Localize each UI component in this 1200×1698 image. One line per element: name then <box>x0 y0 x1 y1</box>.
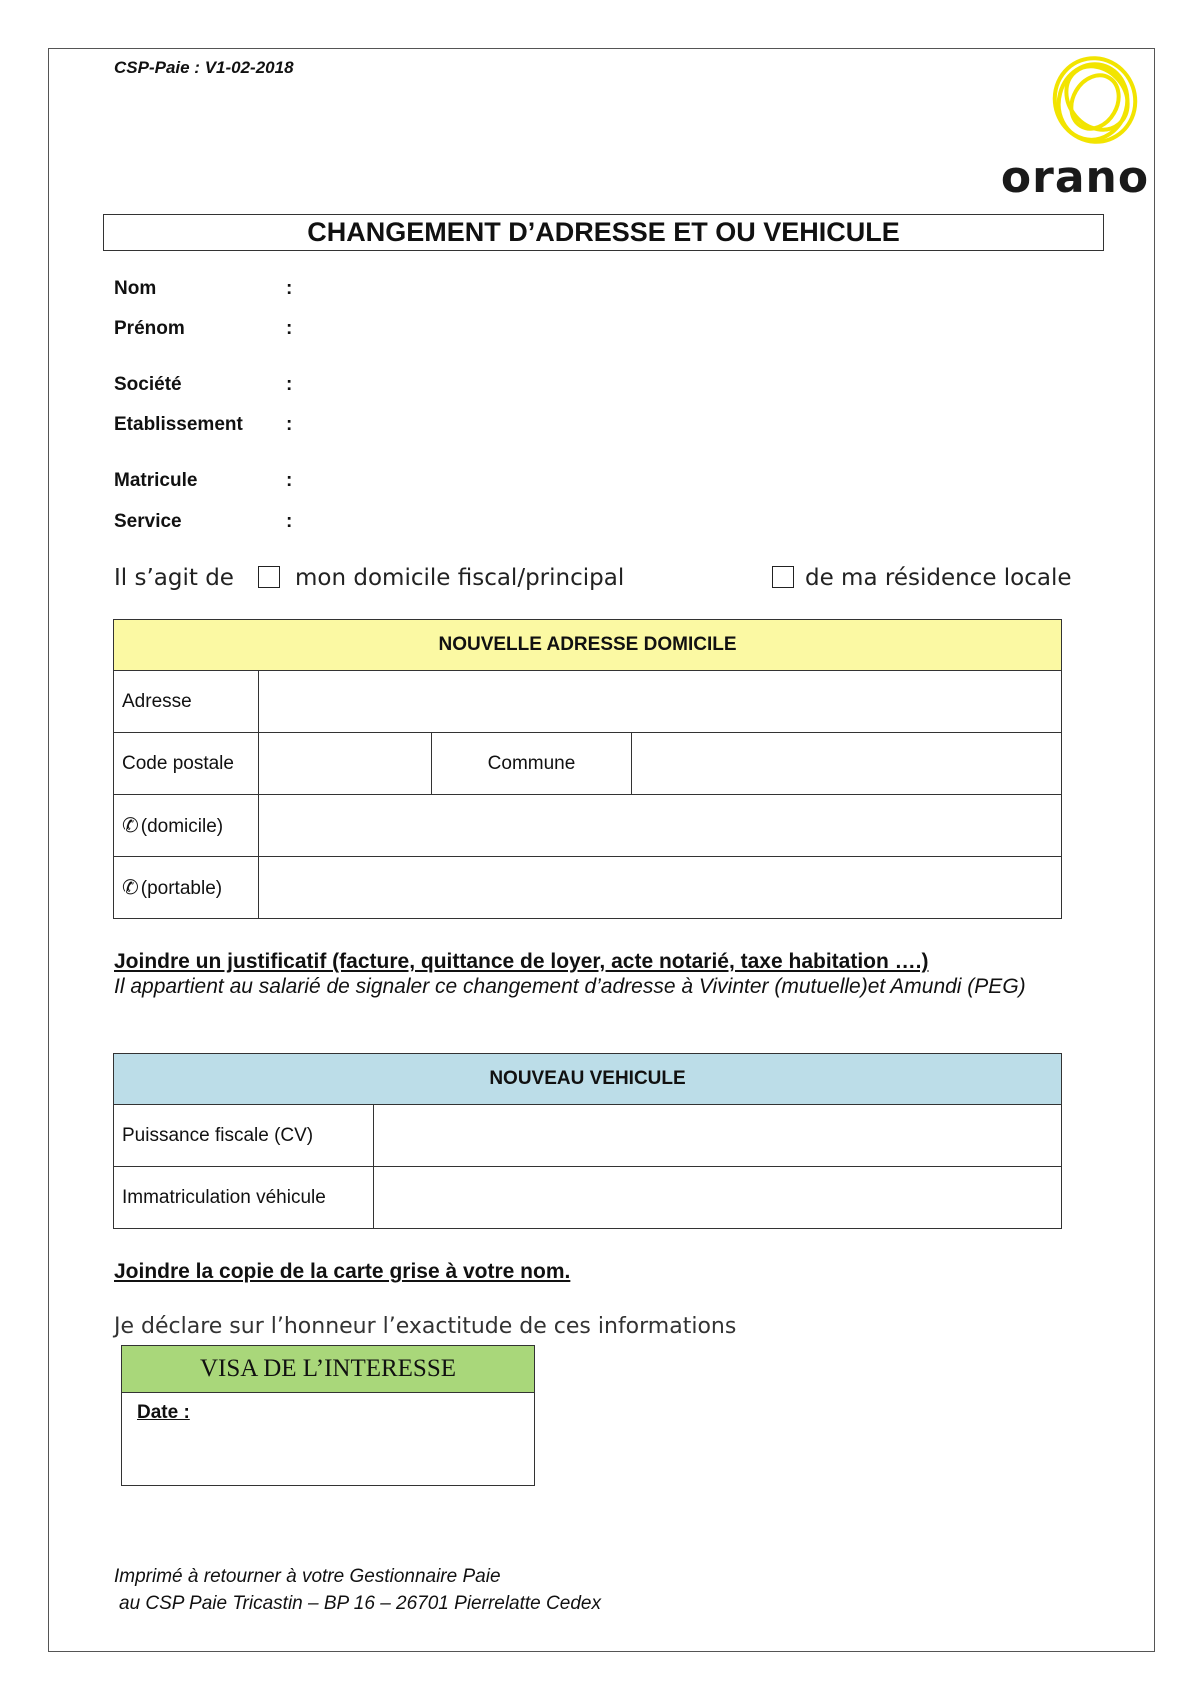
field-label-societe: Société <box>114 374 182 395</box>
logo-wordmark: orano <box>1000 152 1150 203</box>
footer-line-2: au CSP Paie Tricastin – BP 16 – 26701 Pierrelatte Cedex <box>119 1593 601 1614</box>
orano-logo-rings-icon <box>995 52 1155 152</box>
phone-domicile-input[interactable] <box>259 795 1062 857</box>
option-domicile-fiscal-label: mon domicile fiscal/principal <box>295 565 625 591</box>
address-table-header: NOUVELLE ADRESSE DOMICILE <box>114 620 1062 671</box>
adresse-label: Adresse <box>114 671 259 733</box>
declaration-text: Je déclare sur l’honneur l’exactitude de ces informations <box>114 1314 737 1339</box>
commune-input[interactable] <box>632 733 1062 795</box>
phone-icon: ✆ <box>122 875 139 899</box>
code-postale-input[interactable] <box>259 733 432 795</box>
checkbox-residence-locale[interactable] <box>772 566 794 588</box>
address-table <box>113 619 1062 919</box>
adresse-input[interactable] <box>259 671 1062 733</box>
field-separator: : <box>286 511 293 532</box>
field-label-service: Service <box>114 511 182 532</box>
puissance-input[interactable] <box>374 1105 1062 1167</box>
field-separator: : <box>286 374 293 395</box>
phone-icon: ✆ <box>122 813 139 837</box>
commune-label: Commune <box>432 733 632 795</box>
phone-domicile-label <box>114 795 259 857</box>
checkbox-domicile-fiscal[interactable] <box>258 566 280 588</box>
address-proof-note: Joindre un justificatif (facture, quittance de loyer, acte notarié, taxe habitation ….) <box>114 950 929 973</box>
field-label-matricule: Matricule <box>114 470 198 491</box>
visa-box <box>121 1345 535 1486</box>
footer-line-1: Imprimé à retourner à votre Gestionnaire Paie <box>114 1566 501 1587</box>
field-separator: : <box>286 470 293 491</box>
vehicle-proof-note: Joindre la copie de la carte grise à votre nom. <box>114 1260 571 1283</box>
field-label-nom: Nom <box>114 278 157 299</box>
field-label-prenom: Prénom <box>114 318 185 339</box>
choice-prefix: Il s’agit de <box>114 565 234 591</box>
field-separator: : <box>286 414 293 435</box>
phone-portable-text: (portable) <box>140 878 223 899</box>
form-title: CHANGEMENT D’ADRESSE ET OU VEHICULE <box>103 214 1104 251</box>
phone-portable-input[interactable] <box>259 857 1062 919</box>
immatriculation-label: Immatriculation véhicule <box>114 1167 374 1229</box>
field-separator: : <box>286 278 293 299</box>
visa-header: VISA DE L’INTERESSE <box>122 1346 534 1393</box>
visa-date-label: Date : <box>137 1402 190 1423</box>
phone-portable-label <box>114 857 259 919</box>
vehicle-table-header: NOUVEAU VEHICULE <box>114 1054 1062 1105</box>
phone-domicile-text: (domicile) <box>140 816 224 837</box>
orano-logo <box>995 52 1155 202</box>
immatriculation-input[interactable] <box>374 1167 1062 1229</box>
option-residence-locale-label: de ma résidence locale <box>805 565 1072 591</box>
address-change-info: Il appartient au salarié de signaler ce changement d’adresse à Vivinter (mutuelle)et Amundi (PEG) <box>114 975 1026 998</box>
form-version: CSP-Paie : V1-02-2018 <box>114 58 294 77</box>
field-label-etablissement: Etablissement <box>114 414 243 435</box>
code-postale-label: Code postale <box>114 733 259 795</box>
puissance-label: Puissance fiscale (CV) <box>114 1105 374 1167</box>
vehicle-table <box>113 1053 1062 1229</box>
field-separator: : <box>286 318 293 339</box>
